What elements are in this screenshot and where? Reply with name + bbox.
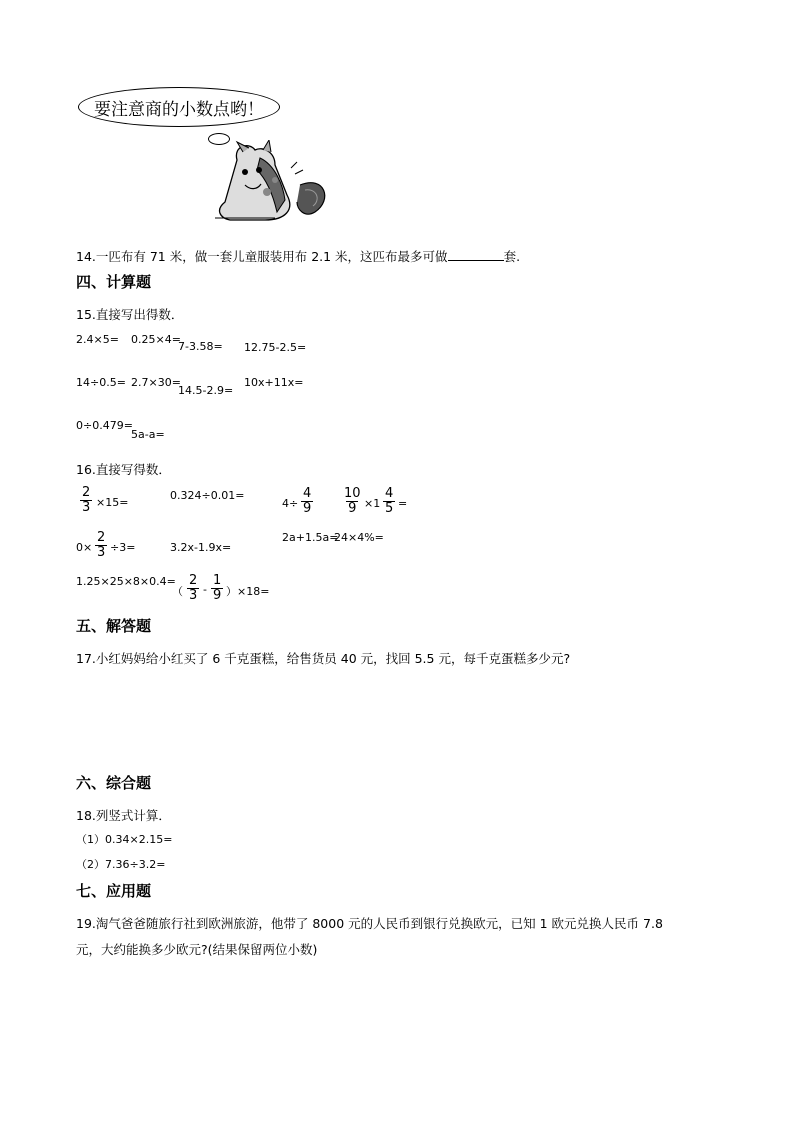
q14-text: 14.一匹布有 71 米，做一套儿童服装用布 2.1 米，这匹布最多可做 <box>76 249 448 264</box>
fraction <box>80 486 92 515</box>
numerator: 2 <box>97 530 106 545</box>
denominator: 3 <box>82 500 91 515</box>
section-4-heading: 四、计算题 <box>76 273 152 291</box>
denominator: 9 <box>303 501 312 516</box>
section-7-heading: 七、应用题 <box>76 882 152 900</box>
calc-item: ）×18= <box>226 585 270 598</box>
question-14 <box>76 247 520 265</box>
section-5-heading: 五、解答题 <box>76 617 152 635</box>
fraction <box>187 574 199 603</box>
fraction <box>383 487 395 516</box>
calc-item: 1.25×25×8×0.4= <box>76 575 176 588</box>
calc-item: 7-3.58= <box>178 340 223 353</box>
numerator: 2 <box>189 573 198 588</box>
denominator: 5 <box>385 501 394 516</box>
question-19-line2: 元，大约能换多少欧元?(结果保留两位小数) <box>76 942 318 957</box>
calc-item: = <box>398 497 408 510</box>
q18-item: （1）0.34×2.15= <box>76 833 173 846</box>
numerator: 2 <box>82 485 91 500</box>
calc-item: 3.2x-1.9x= <box>170 541 232 554</box>
numerator: 4 <box>385 486 394 501</box>
denominator: 3 <box>189 588 198 603</box>
fraction <box>301 487 313 516</box>
calc-item: 2.7×30= <box>131 376 181 389</box>
calc-item: ×1 <box>364 497 381 510</box>
denominator: 3 <box>97 545 106 560</box>
q14-suffix: 套. <box>503 249 521 264</box>
q16-title: 16.直接写得数． <box>76 462 171 477</box>
denominator: 9 <box>348 501 357 516</box>
calc-item: ×15= <box>96 496 129 509</box>
question-19-line1: 19.淘气爸爸随旅行社到欧洲旅游，他带了 8000 元的人民币到银行兑换欧元，已知 1 欧元兑换人民币 7.8 <box>76 916 663 931</box>
calc-item: 14.5-2.9= <box>178 384 234 397</box>
calc-item: 2.4×5= <box>76 333 119 346</box>
numerator: 4 <box>303 486 312 501</box>
operator: - <box>203 583 207 596</box>
calc-item: 5a-a= <box>131 428 165 441</box>
numerator: 1 <box>213 573 222 588</box>
calc-item: 24×4%= <box>334 531 384 544</box>
speech-bubble <box>78 87 280 127</box>
fraction <box>95 531 107 560</box>
calc-item: 2a+1.5a= <box>282 531 339 544</box>
q15-title: 15.直接写出得数． <box>76 307 184 322</box>
section-6-heading: 六、综合题 <box>76 774 152 792</box>
calc-item: 12.75-2.5= <box>244 341 307 354</box>
calc-item: 10x+11x= <box>244 376 304 389</box>
denominator: 9 <box>213 588 222 603</box>
question-17: 17.小红妈妈给小红买了 6 千克蛋糕，给售货员 40 元，找回 5.5 元，每千克蛋糕多少元? <box>76 651 571 666</box>
calc-item: 4÷ <box>282 497 299 510</box>
squirrel-illustration <box>205 140 335 225</box>
q18-title: 18.列竖式计算． <box>76 808 171 823</box>
fraction <box>342 487 363 516</box>
calc-item: ÷3= <box>110 541 136 554</box>
calc-item: 14÷0.5= <box>76 376 126 389</box>
numerator: 10 <box>344 486 361 501</box>
calc-item: 0.324÷0.01= <box>170 489 245 502</box>
paren: （ <box>172 585 183 598</box>
calc-item: 0× <box>76 541 93 554</box>
calc-item: 0.25×4= <box>131 333 181 346</box>
fraction <box>211 574 223 603</box>
answer-blank <box>448 250 504 261</box>
calc-item: 0÷0.479= <box>76 419 133 432</box>
q18-item: （2）7.36÷3.2= <box>76 858 166 871</box>
bubble-text: 要注意商的小数点哟！ <box>94 99 264 120</box>
